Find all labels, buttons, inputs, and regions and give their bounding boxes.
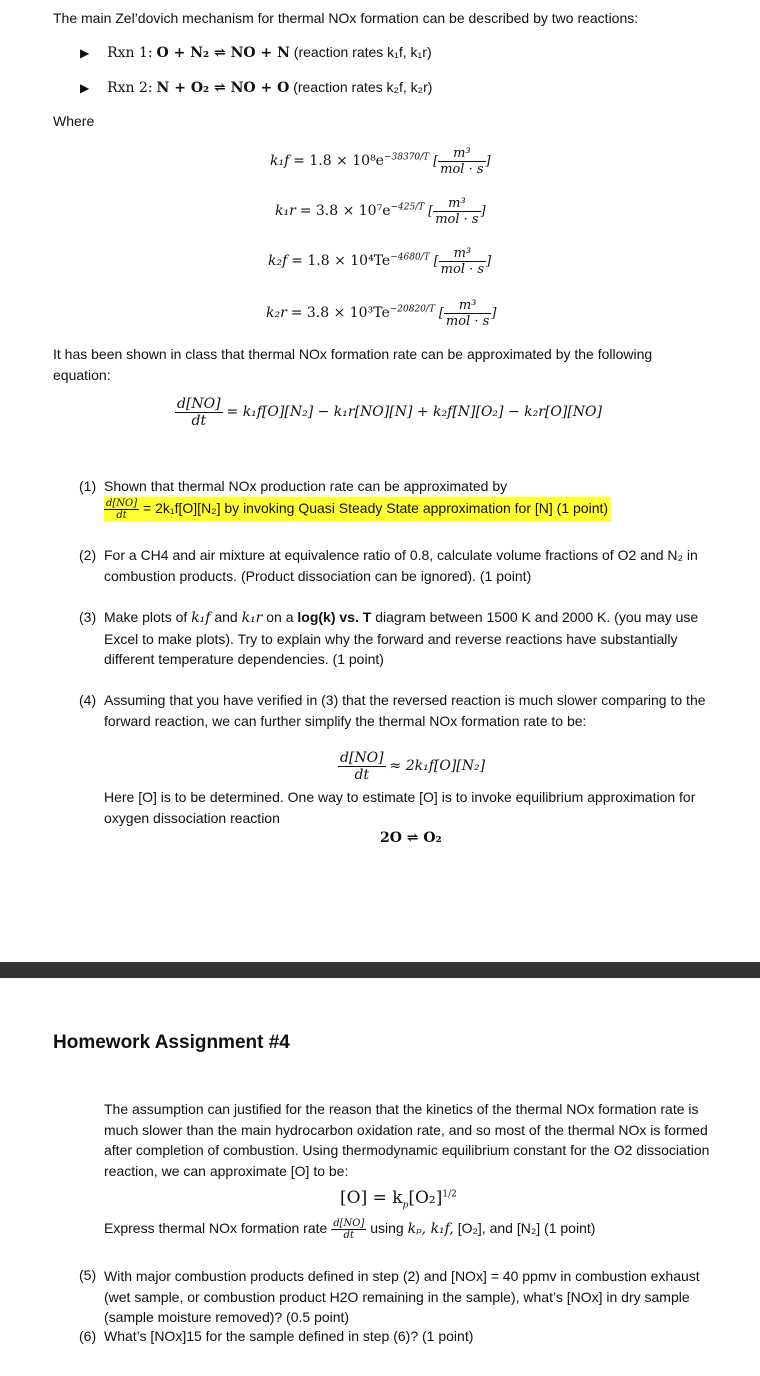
q3-logk: log(k) vs. T [297, 609, 372, 625]
where-label: Where [53, 113, 95, 129]
q4-equation [338, 750, 485, 783]
eq-num: d[NO] [177, 396, 221, 412]
unit-den: mol · s [440, 262, 485, 277]
unit-num: m³ [438, 146, 485, 162]
q3-and: and [214, 609, 238, 625]
assumption-text: The assumption can justified for the reason that the kinetics of the thermal NOx formation rate is much slower than the main hydrocarbon oxidation rate, and so most of the thermal NOx is formed after completion of combustion. Using thermodynamic equilibrium constant for the O2 dissociation reaction, we can approximate [O] to be: [104, 1101, 710, 1179]
o-eq-lhs: [O] = k [340, 1188, 403, 1208]
express-text [104, 1218, 595, 1241]
q4-text: Assuming that you have verified in (3) that the reversed reaction is much slower comparing to the forward reaction, we can further simplify the thermal NOx formation rate to be: [104, 692, 706, 729]
express-num: d[NO] [333, 1218, 365, 1229]
reaction-rates: (reaction rates k₁f, k₁r) [293, 44, 432, 60]
express-b: using [370, 1220, 404, 1237]
rate-rhs: = 3.8 × 10³Te [290, 305, 390, 322]
rate-lhs: k₁f [270, 153, 290, 170]
express-a: Express thermal NOx formation rate [104, 1220, 328, 1237]
o-eq-rhs: [O₂] [408, 1188, 443, 1208]
main-equation [175, 396, 602, 429]
q3-k1f: k₁f [191, 610, 211, 626]
rate-rhs: = 1.8 × 10⁸e [293, 153, 384, 170]
page-divider [0, 962, 760, 978]
rate-unit: [ $\frac{\text{m³}}{\text{mol · s}}$ ] [428, 196, 486, 227]
unit-num: m³ [439, 246, 486, 262]
q1-text: Shown that thermal NOx production rate can be approximated by [104, 478, 508, 494]
q3-number: (3) [79, 609, 97, 625]
o-eq-sub: p [402, 1200, 409, 1211]
q5-text: With major combustion products defined in step (2) and [NOx] = 40 ppmv in combustion exhaust (wet sample, or combustion product H2O remaining in the sample), what’s [NOx] in dry sample (sample moisture removed)? (0.5 point) [104, 1268, 700, 1325]
rate-constant-k2f [268, 246, 491, 277]
unit-num: m³ [433, 196, 480, 212]
unit-num: m³ [444, 298, 491, 314]
rate-rhs: = 1.8 × 10⁴Te [291, 253, 391, 270]
rate-rhs: = 3.8 × 10⁷e [299, 203, 391, 220]
o-equation [340, 1188, 457, 1210]
reaction-1 [80, 44, 432, 61]
o-eq-exp: 1/2 [442, 1189, 457, 1200]
q1-number: (1) [79, 478, 97, 494]
q6-number: (6) [79, 1328, 97, 1344]
class-text: It has been shown in class that thermal NOx formation rate can be approximated by the following equation: [53, 346, 653, 383]
rate-unit: [ $\frac{\text{m³}}{\text{mol · s}}$ ] [438, 298, 497, 329]
rate-exponent: −20820/T [389, 304, 435, 315]
reaction-label: Rxn 2: [107, 80, 153, 96]
unit-den: mol · s [440, 162, 484, 177]
rate-exponent: −38370/T [383, 152, 430, 163]
q1-frac-num: d[NO] [106, 498, 138, 509]
q1-frac-den: dt [116, 510, 127, 521]
bullet-icon: ▶ [80, 46, 90, 60]
rate-exponent: −425/T [390, 202, 425, 213]
express-vars: kₚ, k₁f, [407, 1221, 454, 1238]
q3-text-c: diagram between 1500 K and 2000 K. (you may use Excel to make plots). Try to explain why the forward and reverse reactions have substantially different temperature dependencies. (1 point) [104, 609, 699, 667]
q4-dissociation: 2O ⇌ O₂ [380, 830, 442, 846]
bullet-icon: ▶ [80, 81, 90, 95]
reaction-rates: (reaction rates k₂f, k₂r) [293, 79, 433, 95]
homework-title: Homework Assignment #4 [53, 1032, 290, 1053]
rate-constant-k2r [266, 298, 496, 329]
intro-text: The main Zel’dovich mechanism for thermal NOx formation can be described by two reactions: [53, 10, 639, 26]
eq-rhs: = k₁f[O][N₂] − k₁r[NO][N] + k₂f[N][O₂] − k₂r[O][NO] [226, 404, 602, 421]
rate-constant-k1f [270, 146, 491, 177]
rate-unit: [ $\frac{\text{m³}}{\text{mol · s}}$ ] [433, 146, 491, 177]
express-den: dt [343, 1230, 354, 1241]
rate-constant-k1r [275, 196, 486, 227]
rate-lhs: k₁r [275, 203, 296, 220]
rate-exponent: −4680/T [390, 252, 430, 263]
q4-eq-rhs: ≈ 2k₁f[O][N₂] [389, 758, 486, 775]
q3-text [104, 607, 714, 670]
reaction-equation: N + O₂ ⇌ NO + O [156, 80, 290, 96]
q2-text: For a CH4 and air mixture at equivalence ratio of 0.8, calculate volume fractions of O2 and N₂ in combustion products. (Product dissociation can be ignored). (1 point) [104, 547, 698, 584]
q3-text-b: on a [266, 609, 294, 625]
unit-den: mol · s [435, 212, 479, 227]
q4-text2: Here [O] is to be determined. One way to estimate [O] is to invoke equilibrium approximation for oxygen dissociation reaction [104, 789, 696, 826]
q6-text: What’s [NOx]15 for the sample defined in step (6)? (1 point) [104, 1328, 474, 1344]
q3-k1r: k₁r [241, 610, 263, 626]
reaction-equation: O + N₂ ⇌ NO + N [156, 45, 290, 61]
express-c: [O₂], and [N₂] (1 point) [457, 1220, 596, 1237]
q5-number: (5) [79, 1267, 97, 1283]
eq-den: dt [191, 413, 207, 429]
q4-eq-num: d[NO] [340, 750, 384, 766]
reaction-label: Rxn 1: [107, 45, 153, 61]
q1-highlight-text: = 2k₁f[O][N₂] by invoking Quasi Steady State approximation for [N] (1 point) [143, 500, 609, 517]
q4-eq-den: dt [354, 767, 370, 783]
q3-text-a: Make plots of [104, 609, 188, 625]
reaction-2 [80, 79, 432, 96]
q2-number: (2) [79, 547, 97, 563]
q4-number: (4) [79, 692, 97, 708]
rate-lhs: k₂r [266, 305, 287, 322]
unit-den: mol · s [445, 314, 490, 329]
q1-highlight [104, 497, 611, 522]
rate-unit: [ $\frac{\text{m³}}{\text{mol · s}}$ ] [433, 246, 492, 277]
rate-lhs: k₂f [268, 253, 288, 270]
